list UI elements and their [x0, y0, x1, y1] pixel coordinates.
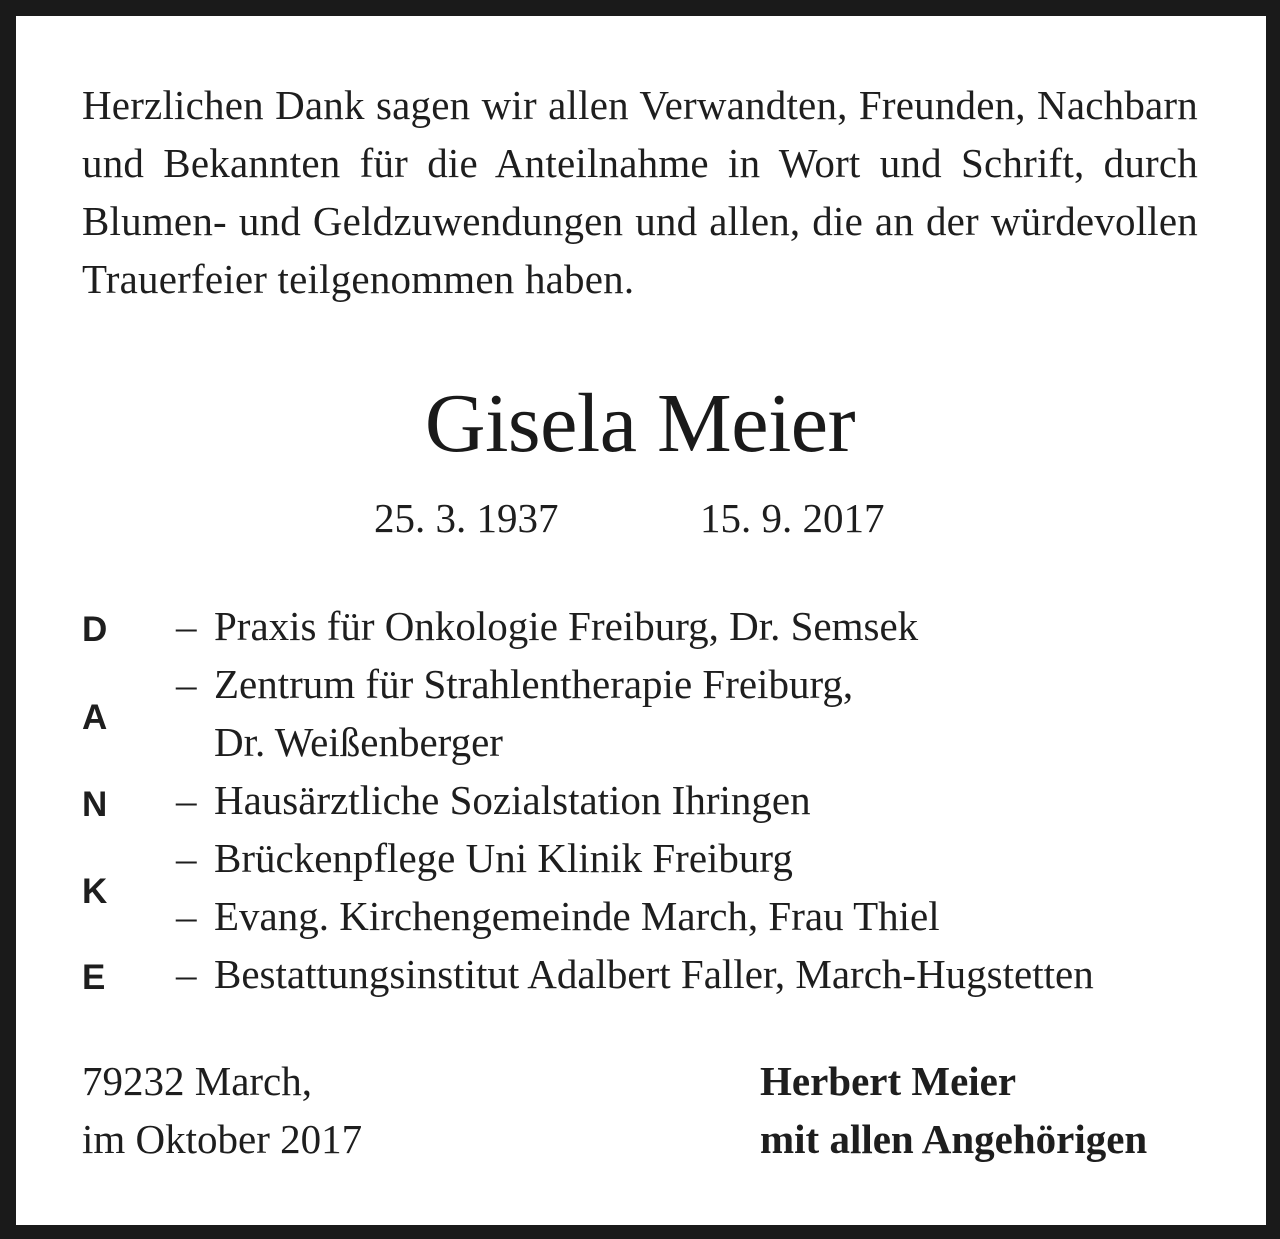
dash: –: [176, 951, 197, 997]
birth-date: 25. 3. 1937: [374, 495, 559, 541]
dash: –: [176, 835, 197, 881]
thanks-item-continuation: [214, 713, 503, 771]
dash: –: [176, 893, 197, 939]
danke-letter-a: A: [82, 698, 108, 737]
thanks-item-text: Praxis für Onkologie Freiburg, Dr. Semsek: [214, 603, 919, 649]
thanks-item: [176, 597, 918, 655]
footer-signer-note: mit allen Angehörigen: [760, 1116, 1148, 1162]
thanks-item: [176, 829, 793, 887]
thanks-item: [176, 887, 940, 945]
thanks-item-text: Zentrum für Strahlentherapie Freiburg,: [214, 661, 854, 707]
danke-letter-e: E: [82, 958, 106, 997]
danke-letter-n: N: [82, 785, 108, 824]
death-date: 15. 9. 2017: [700, 495, 885, 541]
thanks-item-text: Hausärztliche Sozialstation Ihringen: [214, 777, 811, 823]
dash: –: [176, 661, 197, 707]
intro-text: Herzlichen Dank sagen wir allen Verwandten, Freunden, Nachbarn und Bekannten für die Anteilnahme in Wort und Schrift, durch Blumen- und Geldzuwendungen und allen, die an der würdevollen Trauerfeier teilgenommen haben.: [82, 82, 1198, 302]
deceased-name: Gisela Meier: [424, 377, 856, 470]
danke-letter-d: D: [82, 610, 108, 649]
footer-signer: Herbert Meier: [760, 1058, 1017, 1104]
thanks-item-text: Dr. Weißenberger: [214, 719, 503, 765]
footer-date: im Oktober 2017: [82, 1116, 363, 1162]
thanks-item-text: Bestattungsinstitut Adalbert Faller, March-Hugstetten: [214, 951, 1094, 997]
danke-letter-k: K: [82, 872, 108, 911]
thanks-item: [176, 945, 1094, 1003]
dash: –: [176, 777, 197, 823]
thanks-item-text: Evang. Kirchengemeinde March, Frau Thiel: [214, 893, 940, 939]
thanks-item: [176, 771, 811, 829]
dash: –: [176, 603, 197, 649]
thanks-item-text: Brückenpflege Uni Klinik Freiburg: [214, 835, 793, 881]
thanks-item: [176, 655, 853, 713]
footer-place: 79232 March,: [82, 1058, 313, 1104]
